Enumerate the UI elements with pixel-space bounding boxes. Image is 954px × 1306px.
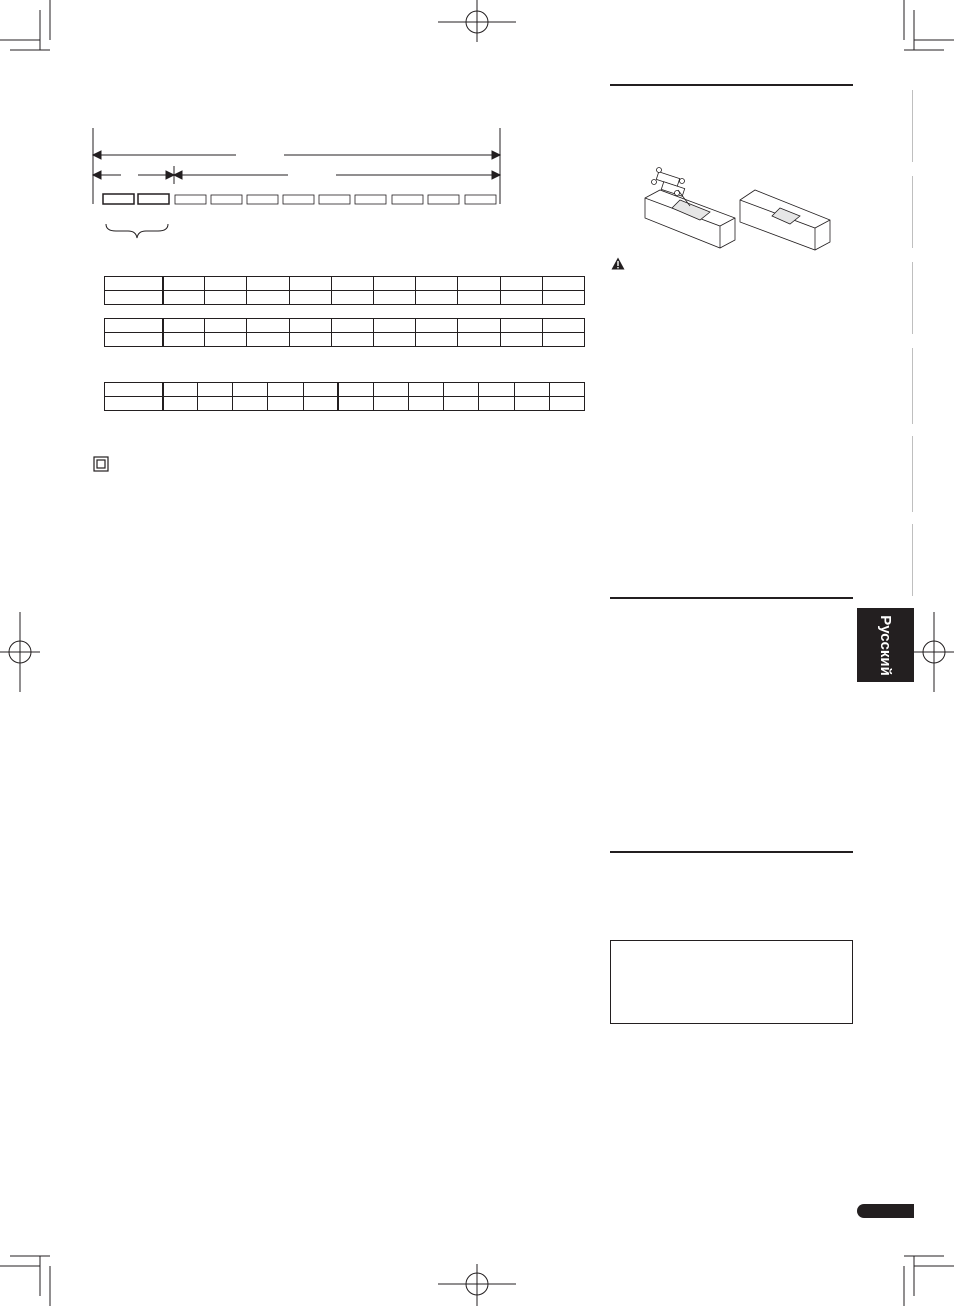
thumb-index-line: [912, 524, 913, 596]
thumb-index-line: [912, 176, 913, 248]
language-tab: [857, 608, 914, 682]
page-number-pill: [857, 1204, 914, 1218]
thumb-index-line: [912, 262, 913, 334]
thumb-index-line: [912, 348, 913, 424]
spec-table-1: [104, 276, 585, 305]
spec-table-2: [104, 318, 585, 347]
remote-control-battery-illustration: [640, 160, 840, 260]
note-box: [610, 940, 853, 1024]
spec-table-3: [104, 382, 585, 411]
section-rule-3: [610, 851, 853, 853]
dimension-diagram: [88, 128, 508, 243]
section-rule-2: [610, 597, 853, 599]
section-rule-1: [610, 84, 853, 86]
thumb-index-line: [912, 90, 913, 162]
segment-boxes: [175, 195, 496, 204]
language-tab-label: Русский: [877, 614, 895, 676]
thumb-index-line: [912, 436, 913, 512]
warning-triangle-icon: [611, 257, 625, 270]
double-insulation-square-icon: [93, 456, 109, 472]
